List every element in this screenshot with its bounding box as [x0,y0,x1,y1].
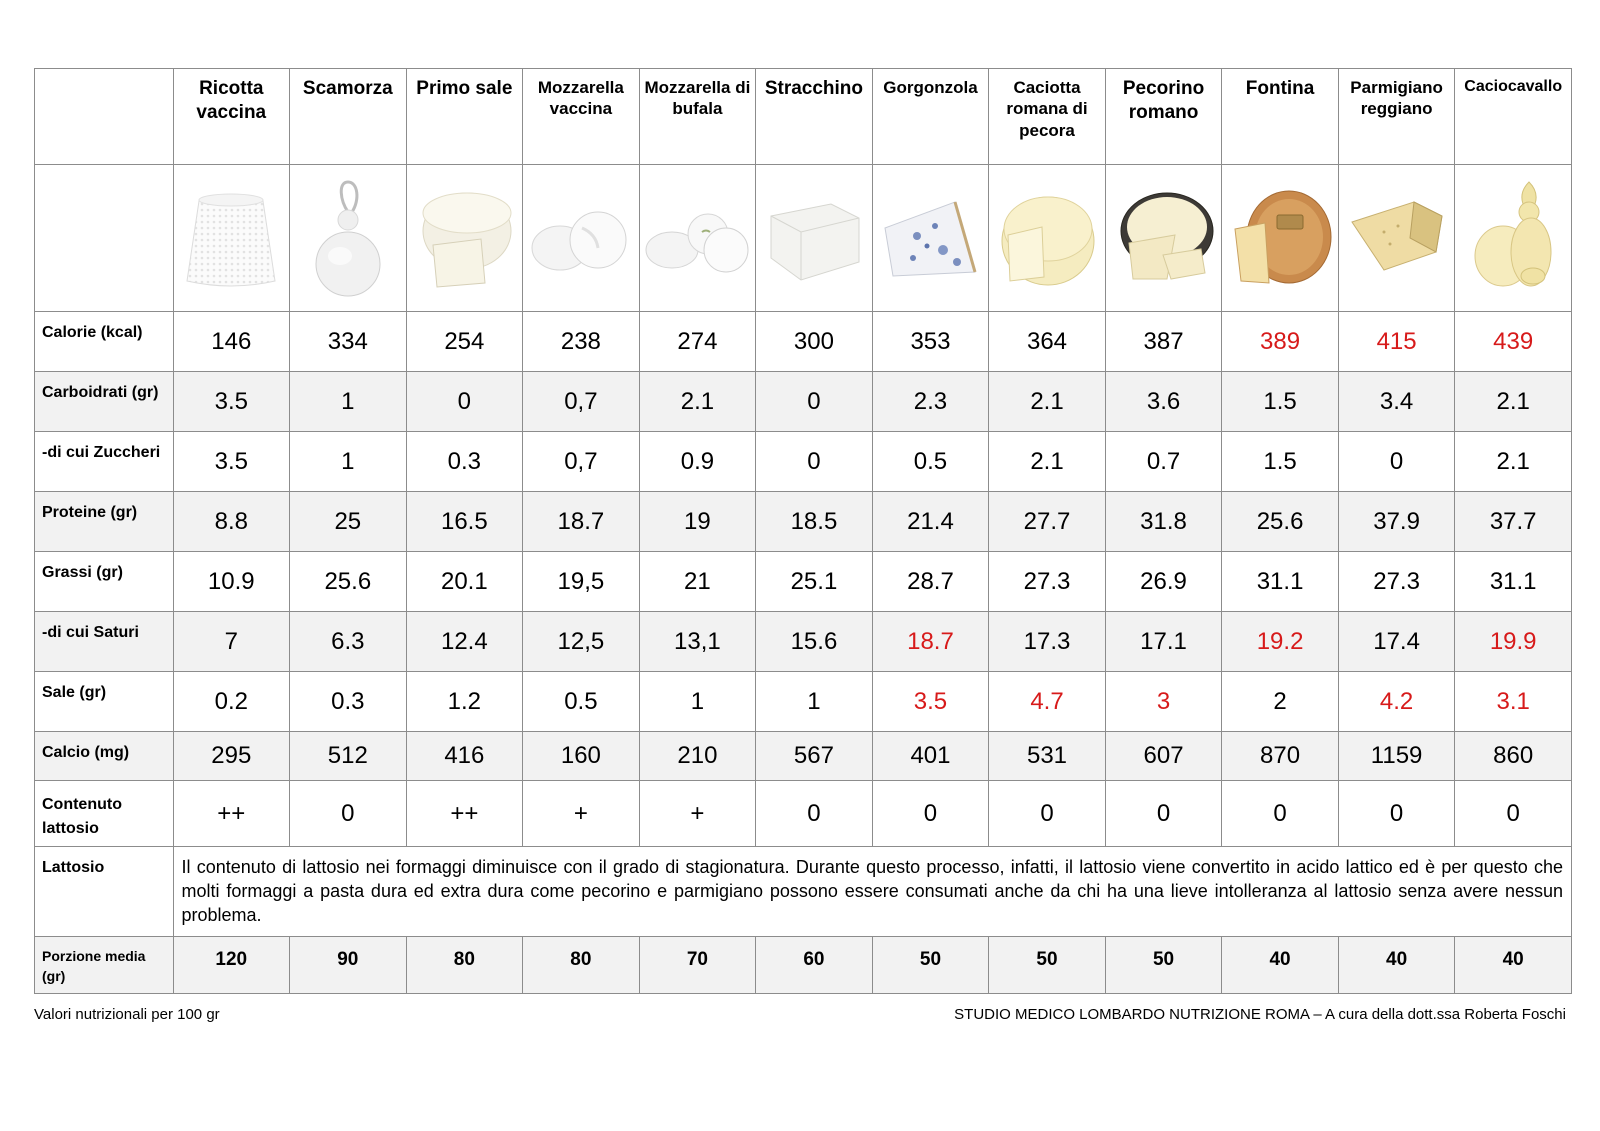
value-cell: 2.1 [989,432,1106,492]
value-cell: 1 [290,432,407,492]
cheese-name-mozzarella-vaccina: Mozzarella vaccina [523,69,640,165]
value-cell: 25 [290,492,407,552]
row-label: Sale (gr) [35,672,174,732]
value-cell: 3.1 [1455,672,1572,732]
cheese-name-parmigiano: Parmigiano reggiano [1338,69,1455,165]
scamorza-icon [290,165,407,312]
value-cell: 31.1 [1222,552,1339,612]
value-cell: 2.1 [1455,432,1572,492]
value-cell: 274 [639,312,756,372]
value-cell: + [639,781,756,847]
value-cell: 12,5 [523,612,640,672]
caciotta-icon [989,165,1106,312]
value-cell: 4.2 [1338,672,1455,732]
footer-credit: STUDIO MEDICO LOMBARDO NUTRIZIONE ROMA – A cura della dott.ssa Roberta Foschi [954,1006,1566,1023]
value-cell: 364 [989,312,1106,372]
value-cell: 0 [1338,432,1455,492]
value-cell: 4.7 [989,672,1106,732]
fontina-icon [1222,165,1339,312]
value-cell: 0 [1222,781,1339,847]
value-cell: 1 [639,672,756,732]
value-cell: 0 [756,781,873,847]
nutrient-row [35,781,1572,847]
pecorino-icon [1105,165,1222,312]
cheese-name-ricotta: Ricotta vaccina [173,69,290,165]
cheese-name-stracchino: Stracchino [756,69,873,165]
cheese-image-row [35,165,1572,312]
value-cell: 1 [756,672,873,732]
cheese-name-gorgonzola: Gorgonzola [872,69,989,165]
value-cell: 37.7 [1455,492,1572,552]
value-cell: 2 [1222,672,1339,732]
value-cell: 0.5 [523,672,640,732]
value-cell: 860 [1455,732,1572,781]
value-cell: 0.9 [639,432,756,492]
value-cell: 25.1 [756,552,873,612]
value-cell: 0.2 [173,672,290,732]
porzione-value: 40 [1455,937,1572,994]
value-cell: 31.8 [1105,492,1222,552]
value-cell: ++ [173,781,290,847]
value-cell: 0 [290,781,407,847]
value-cell: 19.2 [1222,612,1339,672]
value-cell: 17.4 [1338,612,1455,672]
value-cell: 8.8 [173,492,290,552]
value-cell: 0.3 [290,672,407,732]
value-cell: 146 [173,312,290,372]
value-cell: 3 [1105,672,1222,732]
value-cell: 21.4 [872,492,989,552]
value-cell: 17.3 [989,612,1106,672]
footer-note: Valori nutrizionali per 100 gr [34,1006,220,1023]
value-cell: 0,7 [523,372,640,432]
cheese-name-primo-sale: Primo sale [406,69,523,165]
porzione-value: 40 [1222,937,1339,994]
value-cell: 0 [1338,781,1455,847]
nutrient-row [35,552,1572,612]
value-cell: 2.1 [639,372,756,432]
value-cell: 16.5 [406,492,523,552]
value-cell: 25.6 [1222,492,1339,552]
row-label: Carboidrati (gr) [35,372,174,432]
value-cell: 870 [1222,732,1339,781]
value-cell: 28.7 [872,552,989,612]
value-cell: 31.1 [1455,552,1572,612]
cheese-name-row [35,69,1572,165]
value-cell: 2.1 [1455,372,1572,432]
gorgonzola-icon [872,165,989,312]
value-cell: 0,7 [523,432,640,492]
value-cell: 415 [1338,312,1455,372]
value-cell: 6.3 [290,612,407,672]
value-cell: 15.6 [756,612,873,672]
porzione-value: 50 [989,937,1106,994]
primo-sale-icon [406,165,523,312]
porzione-row [35,937,1572,994]
value-cell: 2.3 [872,372,989,432]
value-cell: 3.5 [173,432,290,492]
value-cell: 0.5 [872,432,989,492]
value-cell: 3.4 [1338,372,1455,432]
nutrient-row [35,612,1572,672]
value-cell: 18.5 [756,492,873,552]
value-cell: 0 [989,781,1106,847]
value-cell: 1 [290,372,407,432]
value-cell: 0 [406,372,523,432]
nutrient-row [35,312,1572,372]
value-cell: 3.6 [1105,372,1222,432]
corner-cell [35,69,174,165]
value-cell: 18.7 [872,612,989,672]
value-cell: 0.7 [1105,432,1222,492]
row-label: Contenuto lattosio [35,781,174,847]
row-label: Proteine (gr) [35,492,174,552]
value-cell: 254 [406,312,523,372]
value-cell: 21 [639,552,756,612]
cheese-name-fontina: Fontina [1222,69,1339,165]
porzione-value: 120 [173,937,290,994]
value-cell: 210 [639,732,756,781]
value-cell: 0 [1105,781,1222,847]
nutrient-row [35,672,1572,732]
value-cell: 567 [756,732,873,781]
value-cell: 389 [1222,312,1339,372]
value-cell: 0 [872,781,989,847]
lattosio-row [35,847,1572,937]
porzione-value: 90 [290,937,407,994]
value-cell: 1.5 [1222,372,1339,432]
mozzarella-bufala-icon [639,165,756,312]
value-cell: 2.1 [989,372,1106,432]
nutrient-row [35,372,1572,432]
value-cell: 387 [1105,312,1222,372]
value-cell: 1159 [1338,732,1455,781]
value-cell: 20.1 [406,552,523,612]
value-cell: 416 [406,732,523,781]
porzione-value: 50 [872,937,989,994]
value-cell: 512 [290,732,407,781]
value-cell: 3.5 [872,672,989,732]
cheese-name-caciocavallo: Caciocavallo [1455,69,1572,165]
value-cell: 12.4 [406,612,523,672]
value-cell: 238 [523,312,640,372]
value-cell: 19.9 [1455,612,1572,672]
porzione-value: 60 [756,937,873,994]
stracchino-icon [756,165,873,312]
value-cell: 439 [1455,312,1572,372]
value-cell: 27.3 [1338,552,1455,612]
value-cell: ++ [406,781,523,847]
cheese-name-mozzarella-bufala: Mozzarella di bufala [639,69,756,165]
lattosio-label: Lattosio [35,847,174,937]
value-cell: 3.5 [173,372,290,432]
nutrition-table [34,68,1572,994]
value-cell: 607 [1105,732,1222,781]
cheese-name-scamorza: Scamorza [290,69,407,165]
row-label: Calorie (kcal) [35,312,174,372]
value-cell: 401 [872,732,989,781]
value-cell: 0.3 [406,432,523,492]
porzione-value: 80 [523,937,640,994]
porzione-value: 50 [1105,937,1222,994]
value-cell: 19,5 [523,552,640,612]
lattosio-note: Il contenuto di lattosio nei formaggi diminuisce con il grado di stagionatura. Durante questo processo, infatti, il lattosio viene convertito in acido lattico ed è per questo che molti formaggi a pasta dura ed extra dura come pecorino e parmigiano possono essere consumati anche da chi ha una lieve intolleranza al lattosio senza avere nessun problema. [173,847,1571,937]
value-cell: 27.7 [989,492,1106,552]
value-cell: 1.5 [1222,432,1339,492]
value-cell: 160 [523,732,640,781]
caciocavallo-icon [1455,165,1572,312]
value-cell: 27.3 [989,552,1106,612]
value-cell: 17.1 [1105,612,1222,672]
porzione-label: Porzione media (gr) [35,937,174,994]
value-cell: 353 [872,312,989,372]
value-cell: 13,1 [639,612,756,672]
value-cell: 19 [639,492,756,552]
value-cell: 0 [756,372,873,432]
value-cell: 334 [290,312,407,372]
value-cell: 10.9 [173,552,290,612]
cheese-name-pecorino: Pecorino romano [1105,69,1222,165]
value-cell: 295 [173,732,290,781]
row-label: -di cui Zuccheri [35,432,174,492]
row-label: Grassi (gr) [35,552,174,612]
cheese-name-caciotta: Caciotta romana di pecora [989,69,1106,165]
value-cell: 0 [756,432,873,492]
nutrient-row [35,492,1572,552]
mozzarella-icon [523,165,640,312]
parmigiano-icon [1338,165,1455,312]
porzione-value: 70 [639,937,756,994]
value-cell: + [523,781,640,847]
image-row-label [35,165,174,312]
value-cell: 0 [1455,781,1572,847]
value-cell: 25.6 [290,552,407,612]
row-label: Calcio (mg) [35,732,174,781]
value-cell: 18.7 [523,492,640,552]
row-label: -di cui Saturi [35,612,174,672]
value-cell: 1.2 [406,672,523,732]
value-cell: 7 [173,612,290,672]
value-cell: 26.9 [1105,552,1222,612]
nutrient-row [35,432,1572,492]
value-cell: 300 [756,312,873,372]
porzione-value: 80 [406,937,523,994]
ricotta-icon [173,165,290,312]
value-cell: 531 [989,732,1106,781]
nutrient-row [35,732,1572,781]
value-cell: 37.9 [1338,492,1455,552]
porzione-value: 40 [1338,937,1455,994]
